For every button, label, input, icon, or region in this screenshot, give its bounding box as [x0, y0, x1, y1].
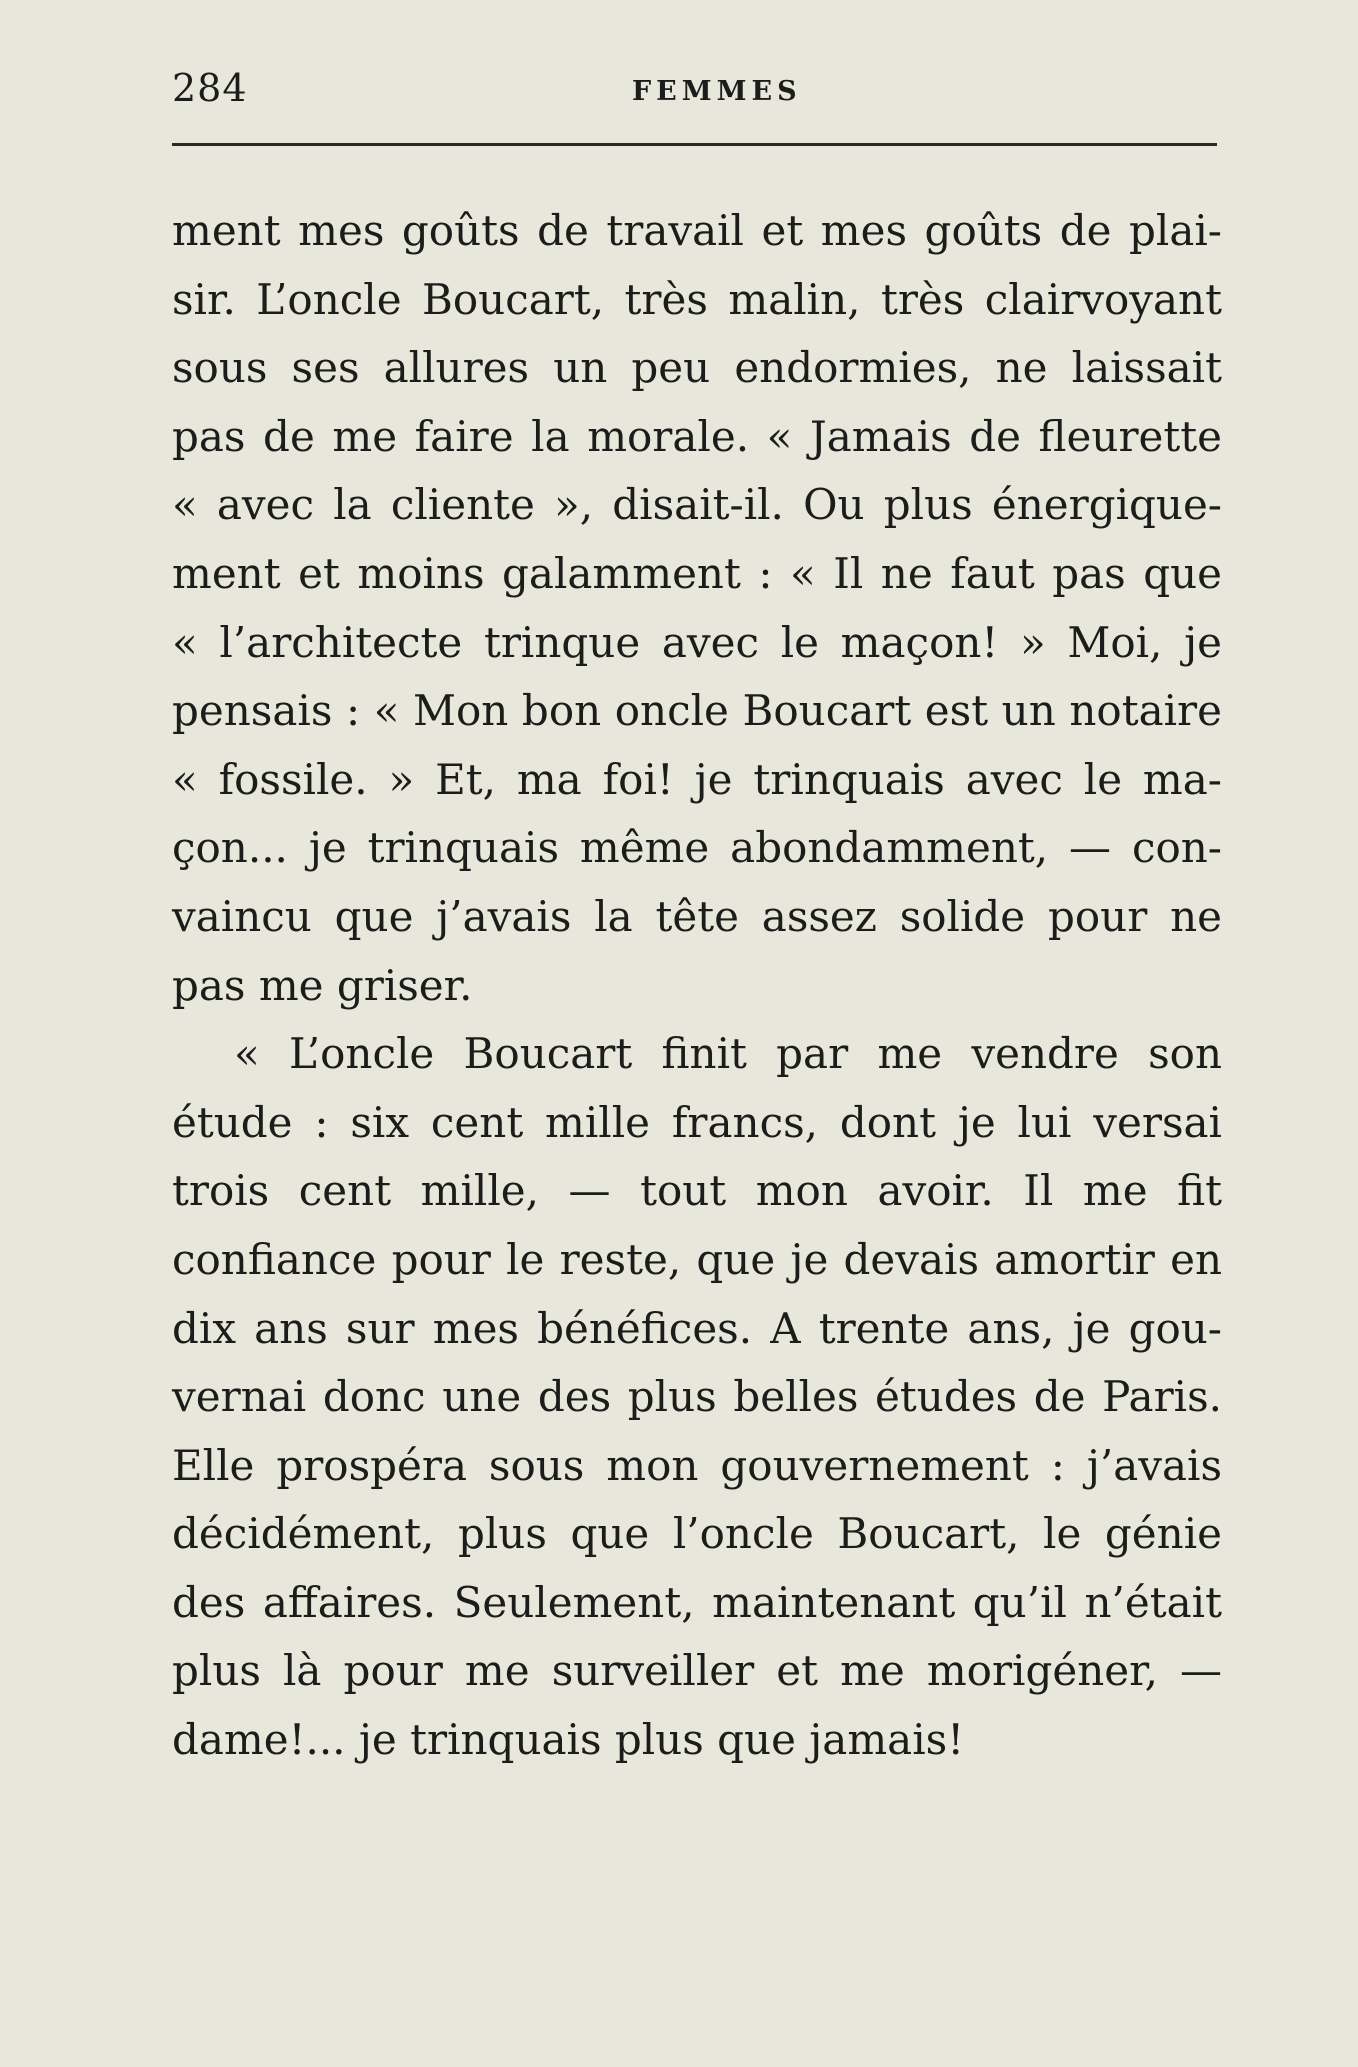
- text-line: pensais : « Mon bon oncle Boucart est un notaire: [172, 686, 1222, 736]
- text-line: sous ses allures un peu endormies, ne laissait: [172, 343, 1222, 393]
- text-line: vaincu que j’avais la tête assez solide pour ne: [172, 891, 1222, 941]
- text-line: « l’architecte trinque avec le maçon! » Moi, je: [172, 617, 1222, 667]
- text-line: plus là pour me surveiller et me morigéner, —: [172, 1646, 1222, 1696]
- text-line: çon... je trinquais même abondamment, — con-: [172, 823, 1222, 873]
- text-line: décidément, plus que l’oncle Boucart, le génie: [172, 1509, 1222, 1559]
- text-line: dame!... je trinquais plus que jamais!: [172, 1715, 965, 1765]
- text-line: trois cent mille, — tout mon avoir. Il me fit: [172, 1166, 1222, 1216]
- text-line: pas de me faire la morale. « Jamais de fleurette: [172, 411, 1222, 461]
- paragraph-2: [172, 1020, 1222, 1775]
- text-line: vernai donc une des plus belles études de Paris.: [172, 1372, 1222, 1422]
- text-line: dix ans sur mes bénéfices. A trente ans, je gou-: [172, 1303, 1222, 1353]
- text-line: des affaires. Seulement, maintenant qu’il n’était: [172, 1577, 1222, 1627]
- text-line: sir. L’oncle Boucart, très malin, très clairvoyant: [172, 274, 1222, 324]
- text-line: ment mes goûts de travail et mes goûts de plai-: [172, 206, 1222, 255]
- text-line: ment et moins galamment : « Il ne faut pas que: [172, 548, 1222, 598]
- text-line: « avec la cliente », disait-il. Ou plus énergique-: [172, 480, 1222, 530]
- text-line: « L’oncle Boucart finit par me vendre son: [234, 1029, 1222, 1079]
- header-rule: [172, 143, 1217, 146]
- running-head: [172, 62, 1222, 122]
- body-text: [172, 197, 1222, 1775]
- text-line: « fossile. » Et, ma foi! je trinquais avec le ma-: [172, 754, 1222, 804]
- page-number: 284: [172, 66, 248, 110]
- text-line: Elle prospéra sous mon gouvernement : j’avais: [172, 1440, 1222, 1490]
- text-line: pas me griser.: [172, 960, 473, 1010]
- running-title: FEMMES: [632, 76, 802, 107]
- paragraph-1: [172, 197, 1222, 1020]
- text-line: étude : six cent mille francs, dont je lui versai: [172, 1097, 1222, 1147]
- text-line: confiance pour le reste, que je devais amortir en: [172, 1234, 1222, 1284]
